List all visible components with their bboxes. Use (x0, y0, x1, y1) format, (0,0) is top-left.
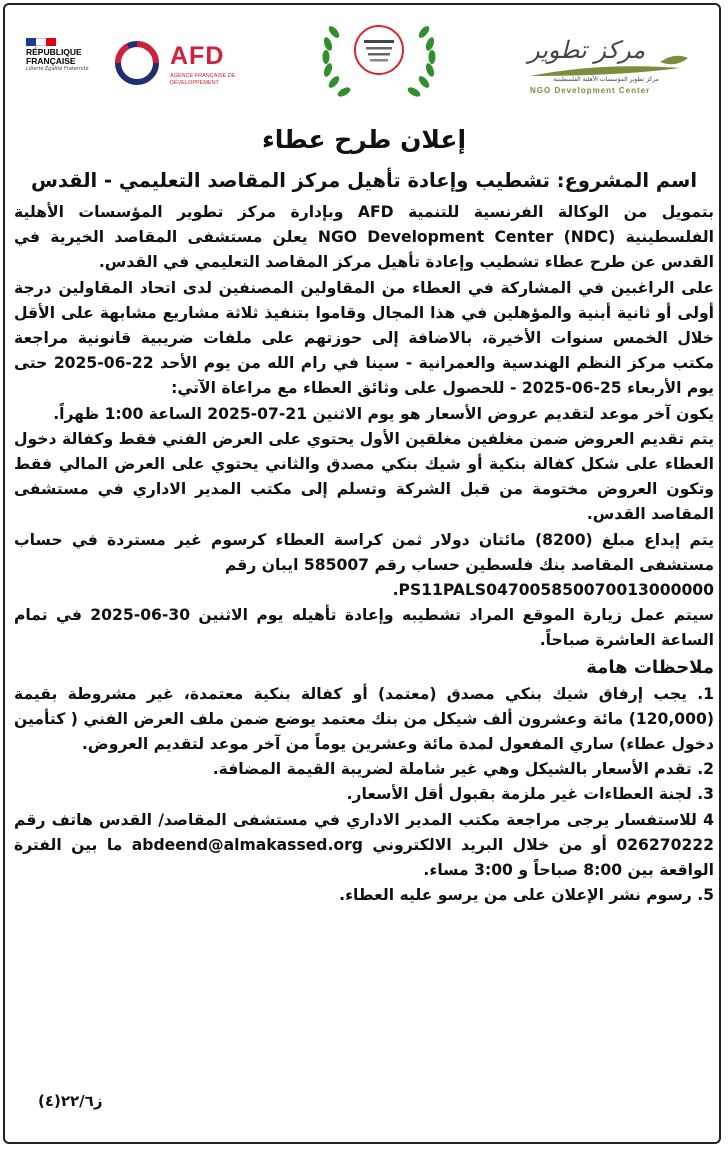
french-flag-icon (26, 38, 56, 46)
logo-strip (10, 12, 718, 107)
notes-heading: ملاحظات هامة (586, 656, 714, 678)
paragraph-deadline: يكون آخر موعد لتقديم عروض الأسعار هو يوم الاثنين 21-07-2025 الساعة 1:00 ظهراً. (53, 404, 714, 423)
publication-reference: ز٢٢/٦(٤) (38, 1092, 103, 1110)
ndc-arabic-subtitle: مركز تطوير المؤسسات الأهلية الفلسطينية (553, 76, 659, 83)
announcement-body (14, 110, 714, 908)
page-title: إعلان طرح عطاء (261, 125, 467, 154)
note-item-4: 4 للاستفسار يرجى مراجعة مكتب المدير الاداري في مستشفى المقاصد/ القدس هاتف رقم 026270222 أو من خلال البريد الالكتروني abdeend@almakassed.org ما بين الفترة الواقعة بين 8:00 صباحاً و 3:00 مساء. (14, 810, 714, 880)
afd-name: AFD (170, 42, 225, 70)
rf-line1: RÉPUBLIQUE (26, 47, 82, 57)
paragraph-eligibility: على الراغبين في المشاركة في العطاء من المقاولين المصنفين لدى اتحاد المقاولين درجة أولى أو ثانية أبنية والمؤهلين في هذا المجال وقاموا بتنفيذ ثلاثة مشاريع مشابهة على الأقل خلال الخمس سنوات الأخيرة، بالاضافة إلى حوزتهم على ملفات ضريبية قانونية مراجعة مكتب مركز النظم الهندسية والعمرانية - سينا في رام الله من يوم الأحد 22-06-2025 حتى يوم الأربعاء 25-06-2025 - للحصول على وثائق العطاء مع مراعاة الآتي: (14, 278, 715, 398)
republique-francaise-logo (26, 38, 96, 72)
paragraph-site-visit: سيتم عمل زيارة الموقع المراد تشطيبه وإعادة تأهيله يوم الاثنين 30-06-2025 في تمام الساعة العاشرة صباحاً. (14, 606, 714, 650)
rf-motto: Liberté Égalité Fraternité (26, 66, 89, 72)
afd-subtitle: AGENCE FRANÇAISE DE DÉVELOPPEMENT (170, 73, 236, 86)
paragraph-envelopes: يتم تقديم العروض ضمن مغلفين مغلقين الأول يحتوي على العرض الفني فقط وكفالة دخول العطاء على شكل كفالة بنكية أو شيك بنكي مصدق والثاني يحتوي على العرض المالي فقط وتكون العروض مختومة من قبل الشركة وتسلم إلى مكتب المدير الاداري في مستشفى المقاصد القدس. (14, 429, 714, 524)
note-item-3: 3. لجنة العطاءات غير ملزمة بقبول أقل الأسعار. (346, 785, 714, 804)
ndc-english-name: NGO Development Center (530, 86, 651, 95)
paragraph-iban: PS11PALS047005850070013000000. (392, 581, 714, 600)
makassed-hospital-logo (304, 12, 454, 108)
ndc-logo (510, 32, 700, 102)
paragraph-fee: يتم إيداع مبلغ (8200) مائتان دولار ثمن كراسة العطاء كرسوم غير مستردة في حساب مستشفى المقاصد بنك فلسطين حساب رقم 585007 ايبان رقم (14, 530, 714, 574)
note-item-2: 2. تقدم الأسعار بالشيكل وهي غير شاملة لضريبة القيمة المضافة. (212, 760, 714, 779)
afd-ring-icon (108, 38, 166, 88)
ndc-arabic-name: مركز تطوير (528, 36, 646, 64)
laurel-crescent-emblem-icon (304, 12, 454, 108)
project-name: اسم المشروع: تشطيب وإعادة تأهيل مركز المقاصد التعليمي - القدس (30, 169, 698, 192)
paragraph-funding: بتمويل من الوكالة الفرنسية للتنمية AFD وبإدارة مركز تطوير المؤسسات الأهلية الفلسطينية NGO Development Center (NDC) يعلن مستشفى المقاصد الخيرية في القدس عن طرح عطاء تشطيب وإعادة تأهيل مركز المقاصد التعليمي في القدس. (14, 203, 714, 272)
note-item-5: 5. رسوم نشر الإعلان على من يرسو عليه العطاء. (339, 886, 714, 905)
note-item-1: 1. يجب إرفاق شيك بنكي مصدق (معتمد) أو كفالة بنكية معتمدة، غير مشروطة بقيمة (120,000) مائة وعشرون ألف شيكل من بنك معتمد يوضع ضمن ملف العرض الفني ( كتأمين دخول عطاء) ساري المفعول لمدة مائة وعشرين يوماً من آخر موعد لتقديم العروض. (14, 684, 714, 754)
rf-line2: FRANÇAISE (26, 56, 76, 66)
afd-logo (108, 38, 258, 88)
